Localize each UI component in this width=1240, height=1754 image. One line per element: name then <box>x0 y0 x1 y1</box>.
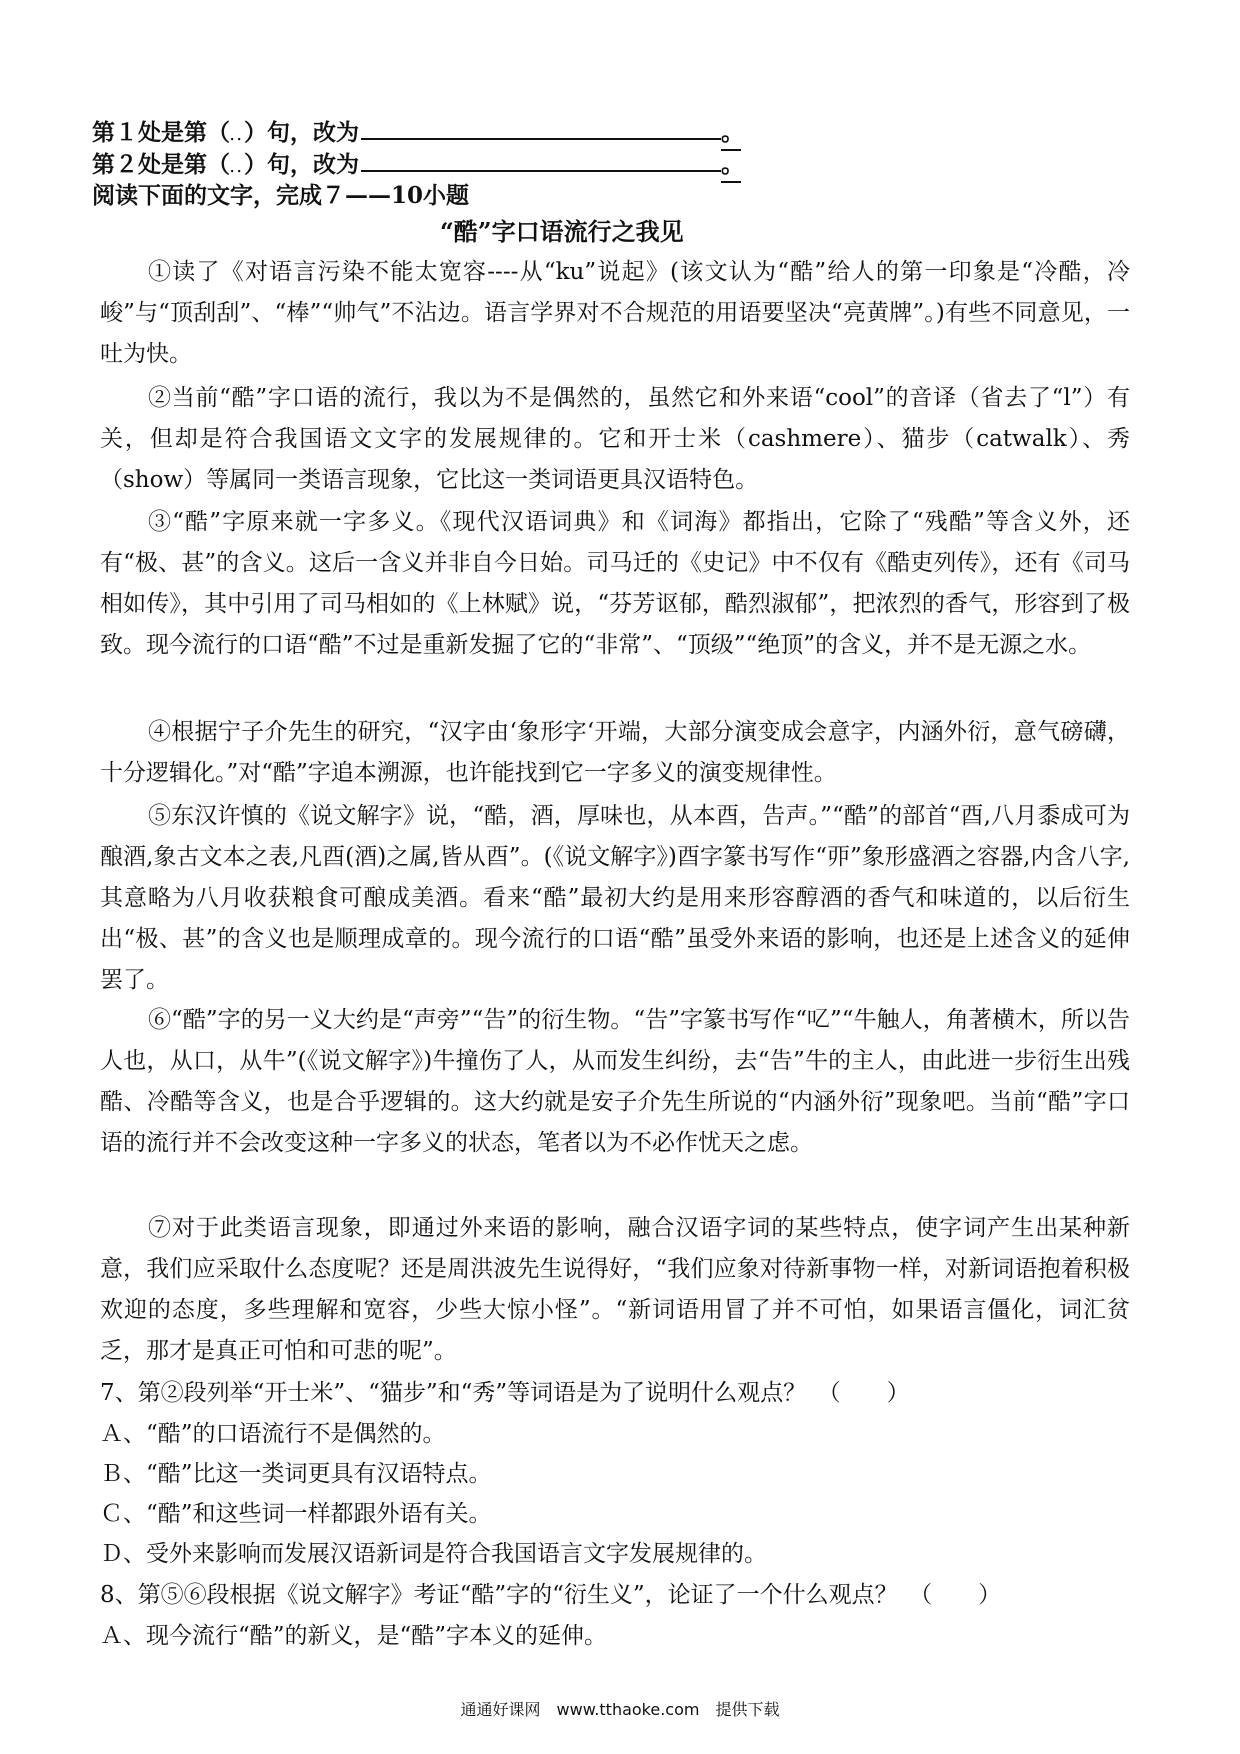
question-8-option-a: Ａ、现今流行“酷”的新义，是“酷”字本义的延伸。 <box>100 1623 608 1649</box>
fill-line-dots: ．． <box>230 128 244 144</box>
paragraph-3: ③“酷”字原来就一字多义。《现代汉语词典》和《词海》都指出，它除了“残酷”等含义外，还有“极、甚”的含义。这后一含义并非自今日始。司马迁的《史记》中不仅有《酷吏列传》，还有《司马相如传》，其中引用了司马相如的《上林赋》说，“芬芳讴郁，酷烈淑郁”，把浓烈的香气，形容到了极致。现今流行的口语“酷”不过是重新发掘了它的“非常”、“顶级”“绝顶”的含义，并不是无源之水。 <box>100 509 1130 658</box>
answer-blank-1[interactable] <box>361 114 721 140</box>
question-7-option-c: Ｃ、“酷”和这些词一样都跟外语有关。 <box>100 1501 492 1527</box>
paragraph-1: ①读了《对语言污染不能太宽容----从“ku”说起》(该文认为“酷”给人的第一印象是“冷酷，冷峻”与“顶刮刮”、“棒”“帅气”不沾边。语言学界对不合规范的用语要坚决“亮黄牌”。)有些不同意见，一吐为快。 <box>100 259 1130 367</box>
fill-line-dots: ．． <box>230 160 244 176</box>
paragraph-7: ⑦对于此类语言现象，即通过外来语的影响，融合汉语字词的某些特点，使字词产生出某种新意，我们应采取什么态度呢？还是周洪波先生说得好，“我们应象对待新事物一样，对新词语抱着积极欢迎的态度，多些理解和宽容，少些大惊小怪”。“新词语用冒了并不可怕，如果语言僵化，词汇贫乏，那才是真正可怕和可悲的呢”。 <box>100 1215 1130 1364</box>
question-7-option-d: Ｄ、受外来影响而发展汉语新词是符合我国语言文字发展规律的。 <box>100 1541 767 1567</box>
question-7-option-b: Ｂ、“酷”比这一类词更具有汉语特点。 <box>100 1461 492 1487</box>
fill-line-end: 。 <box>721 149 741 183</box>
fill-line-prefix: 第１处是第（ <box>92 119 230 146</box>
fill-line-end: 。 <box>721 117 741 151</box>
paragraph-4: ④根据宁子介先生的研究，“汉字由‘象形字‘开端，大部分演变成会意字，内涵外衍，意气磅礴，十分逻辑化。”对“酷”字追本溯源，也许能找到它一字多义的演变规律性。 <box>100 719 1130 786</box>
fill-line-mid: ）句，改为 <box>244 151 359 178</box>
article-title: “酷”字口语流行之我见 <box>440 217 684 246</box>
fill-line-mid: ）句，改为 <box>244 119 359 146</box>
answer-blank-2[interactable] <box>361 146 721 172</box>
paragraph-6: ⑥“酷”字的另一义大约是“声旁”“告”的衍生物。“告”字篆书写作“𠮙”“牛触人，角著横木，所以告人也，从口，从牛”(《说文解字》)牛撞伤了人，从而发生纠纷，去“告”牛的主人，由此进一步衍生出残酷、冷酷等含义，也是合乎逻辑的。这大约就是安子介先生所说的“内涵外衍”现象吧。当前“酷”字口语的流行并不会改变这种一字多义的状态，笔者以为不必作忧天之虑。 <box>100 1007 1130 1156</box>
instruction: 阅读下面的文字，完成７——10小题 <box>92 182 470 209</box>
paragraph-5: ⑤东汉许慎的《说文解字》说，“酷，酒，厚味也，从本酉，告声。”“酷”的部首“酉,八月黍成可为酿酒,象古文本之表,凡酉(酒)之属,皆从酉”。(《说文解字》)酉字篆书写作“丣”象形盛酒之容器,内含八字,其意略为八月收获粮食可酿成美酒。看来“酷”最初大约是用来形容醇酒的香气和味道的，以后衍生出“极、甚”的含义也是顺理成章的。现今流行的口语“酷”虽受外来语的影响，也还是上述含义的延伸罢了。 <box>100 803 1130 993</box>
question-8-stem: 8、第⑤⑥段根据《说文解字》考证“酷”字的“衍生义”，论证了一个什么观点？ （ ） <box>100 1582 1002 1608</box>
page-footer: 通通好课网 www.tthaoke.com 提供下载 <box>460 1700 780 1719</box>
fill-line-prefix: 第２处是第（ <box>92 151 230 178</box>
fill-line-2 <box>92 146 744 184</box>
question-7-stem: 7、第②段列举“开士米”、“猫步”和“秀”等词语是为了说明什么观点？ （ ） <box>100 1380 910 1406</box>
question-7-option-a: Ａ、“酷”的口语流行不是偶然的。 <box>100 1421 446 1447</box>
paragraph-2: ②当前“酷”字口语的流行，我以为不是偶然的，虽然它和外来语“cool”的音译（省去了“l”）有关，但却是符合我国语文文字的发展规律的。它和开士米（cashmere）、猫步（catwalk）、秀（show）等属同一类语言现象，它比这一类词语更具汉语特色。 <box>100 385 1130 493</box>
